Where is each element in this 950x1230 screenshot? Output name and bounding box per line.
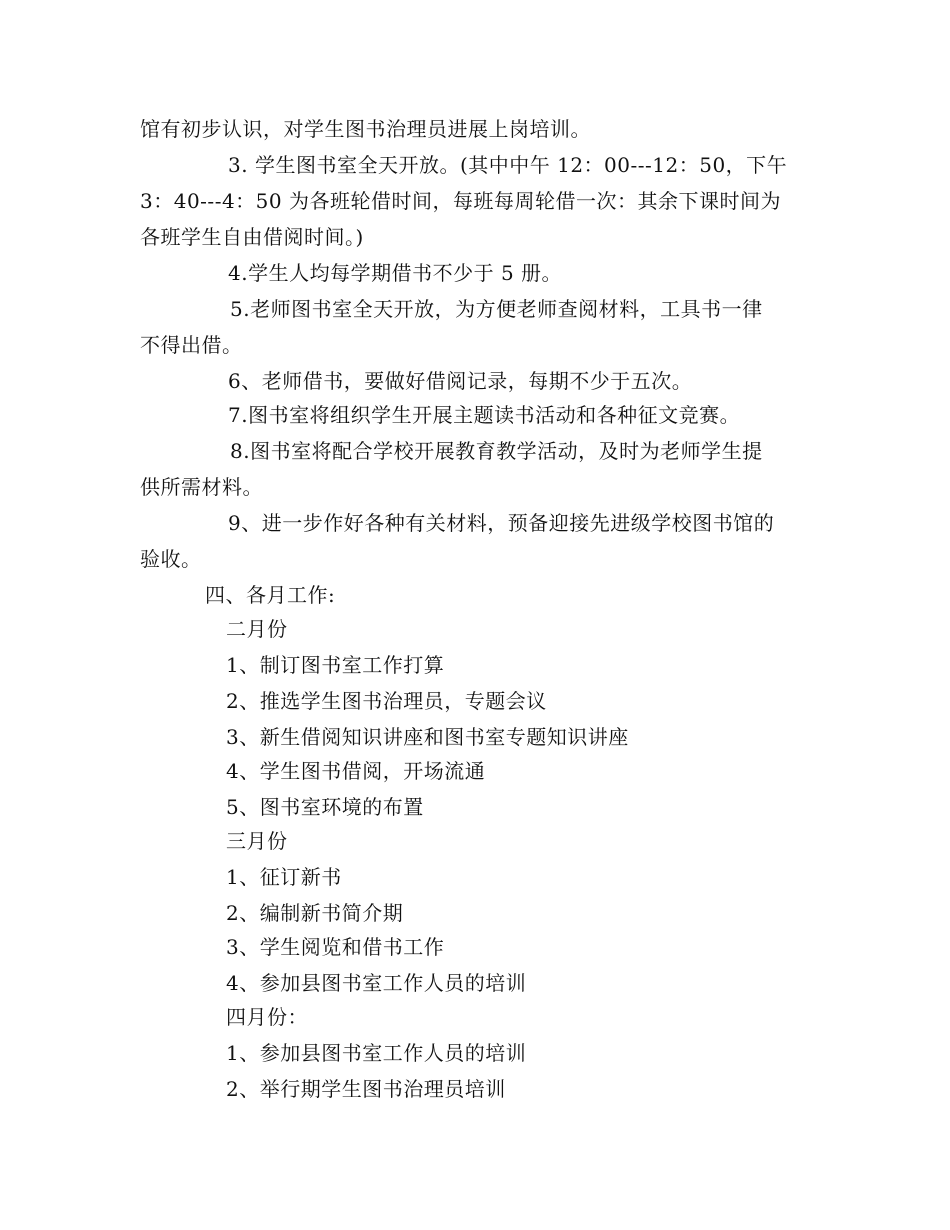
list-item: 1、制订图书室工作打算 — [226, 653, 445, 677]
list-item: 1、征订新书 — [226, 865, 342, 889]
text-line-3: 3：40---4：50 为各班轮借时间，每班每周轮借一次：其余下课时间为 — [140, 189, 781, 213]
text-line-2: 3. 学生图书室全天开放。(其中中午 12：00---12：50，下午 — [228, 153, 788, 177]
text-line-11: 供所需材料。 — [140, 475, 263, 499]
month-heading-february: 二月份 — [226, 617, 288, 641]
text-line-13: 验收。 — [140, 547, 202, 571]
list-item: 3、学生阅览和借书工作 — [226, 935, 445, 959]
text-line-5: 4.学生人均每学期借书不少于 5 册。 — [228, 261, 563, 285]
list-item: 1、参加县图书室工作人员的培训 — [226, 1041, 527, 1065]
text-line-10: 8.图书室将配合学校开展教育教学活动，及时为老师学生提 — [230, 439, 763, 463]
section-heading: 四、各月工作: — [205, 583, 336, 607]
text-line-1: 馆有初步认识，对学生图书治理员进展上岗培训。 — [140, 117, 591, 141]
text-line-6: 5.老师图书室全天开放，为方便老师查阅材料，工具书一律 — [230, 297, 763, 321]
month-heading-march: 三月份 — [226, 829, 288, 853]
list-item: 4、参加县图书室工作人员的培训 — [226, 971, 527, 995]
list-item: 2、推选学生图书治理员，专题会议 — [226, 689, 547, 713]
text-line-9: 7.图书室将组织学生开展主题读书活动和各种征文竞赛。 — [228, 403, 741, 427]
list-item: 3、新生借阅知识讲座和图书室专题知识讲座 — [226, 725, 629, 749]
text-line-8: 6、老师借书，要做好借阅记录，每期不少于五次。 — [228, 369, 693, 393]
list-item: 2、举行期学生图书治理员培训 — [226, 1077, 506, 1101]
text-line-12: 9、进一步作好各种有关材料，预备迎接先进级学校图书馆的 — [228, 511, 775, 535]
text-line-4: 各班学生自由借阅时间。) — [140, 225, 364, 249]
list-item: 4、学生图书借阅，开场流通 — [226, 759, 486, 783]
text-line-7: 不得出借。 — [140, 333, 243, 357]
list-item: 5、图书室环境的布置 — [226, 795, 424, 819]
month-heading-april: 四月份： — [226, 1005, 308, 1029]
list-item: 2、编制新书简介期 — [226, 901, 404, 925]
